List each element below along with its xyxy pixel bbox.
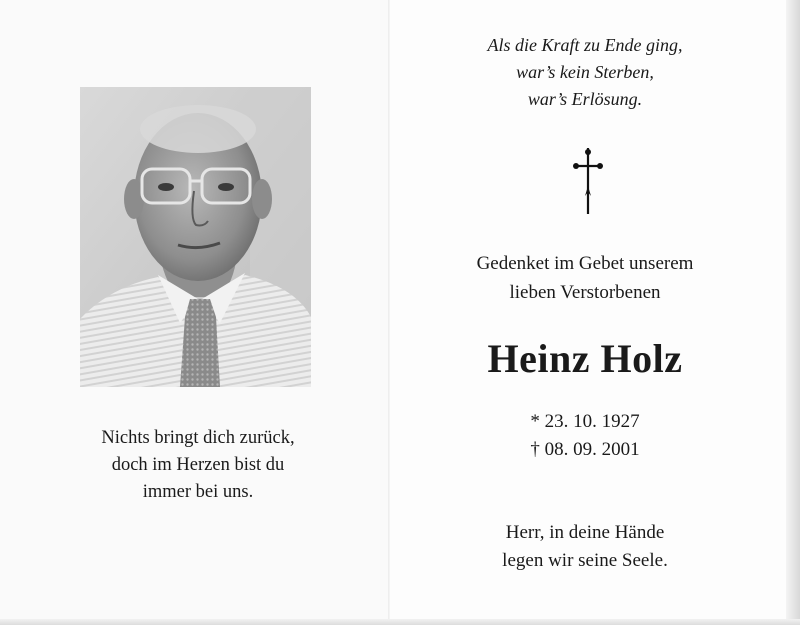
portrait-image — [80, 87, 311, 387]
closing-line: legen wir seine Seele. — [502, 550, 668, 571]
closing-prayer — [420, 519, 750, 575]
fold-line — [388, 0, 390, 625]
caption-line: Nichts bringt dich zurück, — [101, 428, 295, 448]
birth-date: * 23. 10. 1927 — [530, 411, 640, 432]
left-caption — [20, 425, 376, 506]
motto-line: Als die Kraft zu Ende ging, — [487, 35, 683, 55]
closing-line: Herr, in deine Hände — [505, 522, 665, 543]
paper-edge-bottom — [0, 619, 800, 625]
latin-cross-icon — [571, 146, 605, 216]
caption-line: immer bei uns. — [142, 482, 254, 502]
remembrance-text — [420, 249, 750, 307]
life-dates — [420, 408, 750, 464]
paper-edge-right — [786, 0, 800, 625]
death-date: † 08. 09. 2001 — [530, 439, 640, 460]
motto-line: war’s kein Sterben, — [516, 62, 654, 82]
motto-verse — [430, 32, 740, 113]
remembrance-line: Gedenket im Gebet unserem — [476, 253, 694, 274]
portrait-photo — [80, 87, 311, 387]
remembrance-line: lieben Verstorbenen — [509, 282, 661, 303]
motto-line: war’s Erlösung. — [527, 89, 643, 109]
deceased-name: Heinz Holz — [487, 336, 683, 381]
caption-line: doch im Herzen bist du — [111, 455, 285, 475]
